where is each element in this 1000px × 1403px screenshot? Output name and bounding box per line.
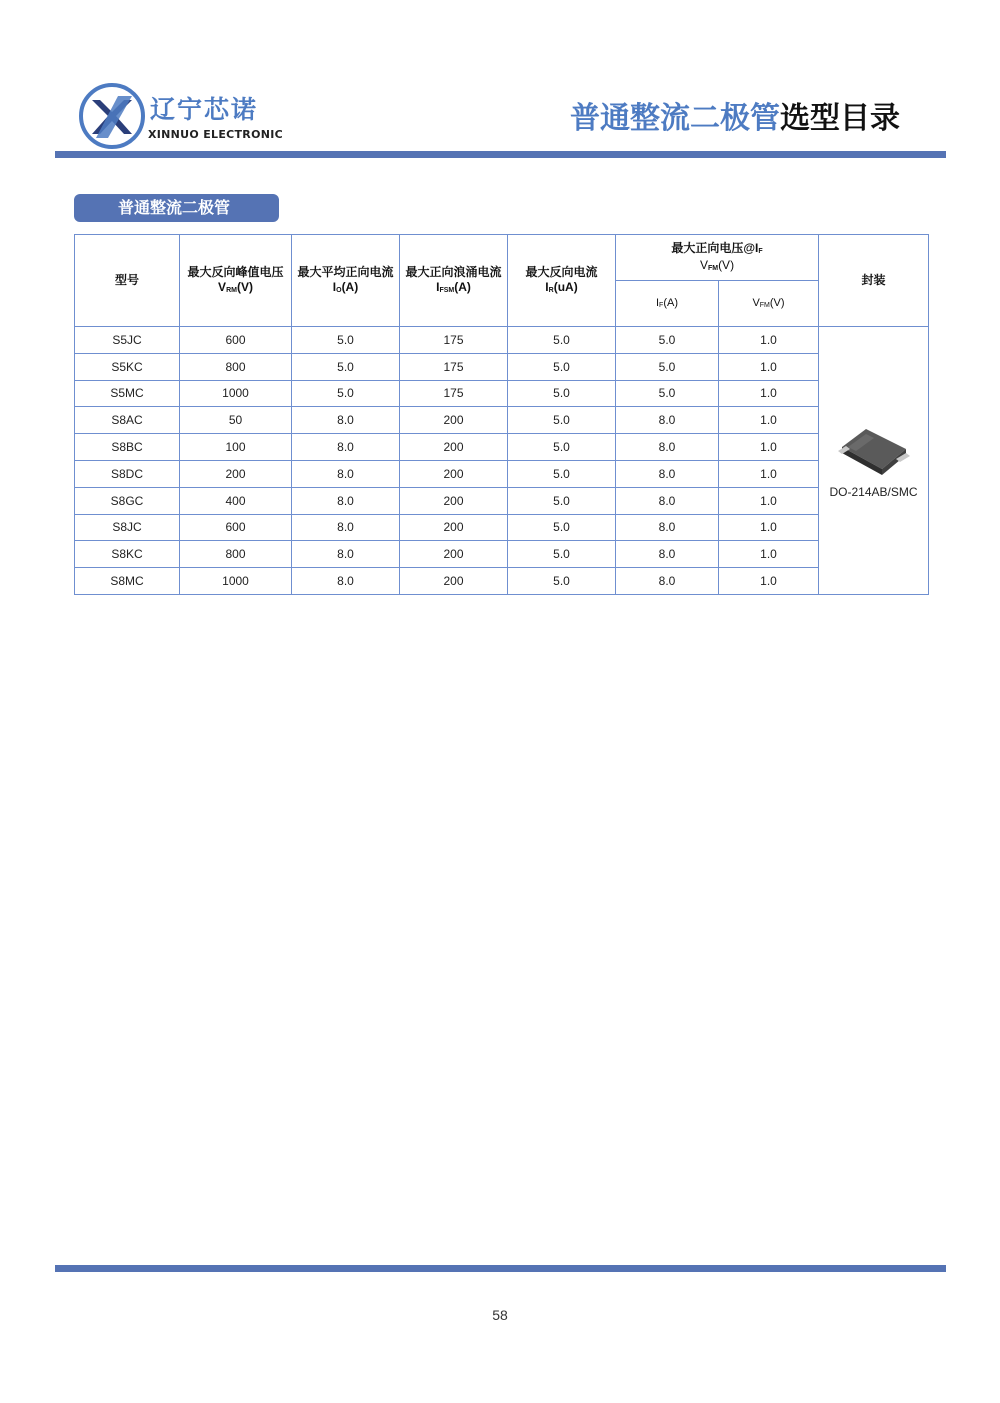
header-io <box>292 235 400 327</box>
cell-io: 8.0 <box>292 434 400 461</box>
cell-if: 5.0 <box>616 380 719 407</box>
header-ir-label: 最大反向电流 <box>525 264 598 279</box>
table-row <box>75 568 929 595</box>
header-vf-sub2: FM <box>707 264 719 272</box>
header-rule <box>55 151 946 158</box>
header-model: 型号 <box>75 235 180 327</box>
header-vfm-unit: (V) <box>769 296 785 309</box>
cell-model: S8MC <box>75 568 180 595</box>
header-vfm <box>719 281 819 327</box>
header-io-unit: (A) <box>341 279 359 294</box>
cell-ifsm: 200 <box>400 434 508 461</box>
cell-vrrm: 200 <box>180 460 292 487</box>
brand-name-en: XINNUO ELECTRONIC <box>148 128 284 141</box>
cell-model: S8AC <box>75 407 180 434</box>
header-package: 封装 <box>819 235 929 327</box>
footer-rule <box>55 1265 946 1272</box>
cell-io: 8.0 <box>292 487 400 514</box>
cell-ir: 5.0 <box>508 514 616 541</box>
page-title-accent: 普通整流二极管 <box>570 101 780 136</box>
cell-vfm: 1.0 <box>719 434 819 461</box>
cell-ifsm: 200 <box>400 514 508 541</box>
cell-vrrm: 600 <box>180 514 292 541</box>
cell-vfm: 1.0 <box>719 327 819 354</box>
header-vf-sub1: F <box>758 247 763 255</box>
table-row <box>75 487 929 514</box>
page-title <box>570 101 900 136</box>
table-row <box>75 460 929 487</box>
cell-ir: 5.0 <box>508 353 616 380</box>
cell-io: 5.0 <box>292 353 400 380</box>
header-vrrm-sub: RM <box>226 286 237 294</box>
cell-if: 8.0 <box>616 434 719 461</box>
header-if-unit: (A) <box>663 296 678 309</box>
cell-ir: 5.0 <box>508 460 616 487</box>
cell-if: 8.0 <box>616 568 719 595</box>
spec-table <box>74 234 929 595</box>
cell-ifsm: 200 <box>400 568 508 595</box>
cell-ir: 5.0 <box>508 327 616 354</box>
cell-vfm: 1.0 <box>719 568 819 595</box>
cell-vrrm: 800 <box>180 353 292 380</box>
cell-vfm: 1.0 <box>719 541 819 568</box>
header-ir-unit: (uA) <box>553 279 578 294</box>
header-vfm-symbol: V <box>752 296 760 309</box>
cell-ifsm: 200 <box>400 407 508 434</box>
cell-ir: 5.0 <box>508 407 616 434</box>
cell-vfm: 1.0 <box>719 460 819 487</box>
header-vrrm-label: 最大反向峰值电压 <box>187 264 284 279</box>
table-row <box>75 327 929 354</box>
cell-ifsm: 175 <box>400 353 508 380</box>
header-ifsm-symbol: I <box>436 279 440 294</box>
header-vf-unit: (V) <box>718 257 735 272</box>
cell-vrrm: 50 <box>180 407 292 434</box>
header-io-symbol: I <box>332 279 337 294</box>
cell-model: S8BC <box>75 434 180 461</box>
header-ifsm-label: 最大正向浪涌电流 <box>405 264 502 279</box>
header-ir <box>508 235 616 327</box>
cell-model: S8KC <box>75 541 180 568</box>
header-vrrm-unit: (V) <box>236 279 253 294</box>
cell-ifsm: 200 <box>400 541 508 568</box>
page-number: 58 <box>492 1307 508 1323</box>
header-ifsm-unit: (A) <box>454 279 471 294</box>
cell-ifsm: 200 <box>400 460 508 487</box>
package-cell <box>819 327 929 595</box>
table-row <box>75 514 929 541</box>
cell-vfm: 1.0 <box>719 380 819 407</box>
table-row <box>75 541 929 568</box>
cell-io: 5.0 <box>292 327 400 354</box>
cell-vfm: 1.0 <box>719 514 819 541</box>
cell-model: S8JC <box>75 514 180 541</box>
cell-if: 5.0 <box>616 353 719 380</box>
page-title-dark: 选型目录 <box>780 101 900 136</box>
header-vfm-sub: FM <box>759 301 770 309</box>
cell-ifsm: 175 <box>400 380 508 407</box>
cell-vrrm: 100 <box>180 434 292 461</box>
cell-if: 8.0 <box>616 514 719 541</box>
cell-vfm: 1.0 <box>719 353 819 380</box>
header-vf-group <box>616 235 819 281</box>
cell-if: 5.0 <box>616 327 719 354</box>
cell-vrrm: 800 <box>180 541 292 568</box>
cell-model: S8GC <box>75 487 180 514</box>
cell-vrrm: 1000 <box>180 380 292 407</box>
cell-vfm: 1.0 <box>719 407 819 434</box>
header-vf-symbol: V <box>699 257 708 272</box>
cell-ifsm: 175 <box>400 327 508 354</box>
header-ir-sub: R <box>548 286 554 294</box>
smc-package-icon <box>836 421 912 479</box>
header-if <box>616 281 719 327</box>
cell-ifsm: 200 <box>400 487 508 514</box>
cell-io: 8.0 <box>292 541 400 568</box>
header-if-symbol: I <box>655 296 660 309</box>
header-ir-symbol: I <box>545 279 549 294</box>
cell-io: 8.0 <box>292 568 400 595</box>
brand-name-cn: 辽宁芯诺 <box>150 95 259 124</box>
header-io-sub: O <box>336 286 342 294</box>
package-label: DO-214AB/SMC <box>829 485 918 500</box>
header-ifsm <box>400 235 508 327</box>
cell-if: 8.0 <box>616 541 719 568</box>
header-vrrm-symbol: V <box>218 279 227 294</box>
table-row <box>75 380 929 407</box>
cell-ir: 5.0 <box>508 568 616 595</box>
cell-io: 8.0 <box>292 460 400 487</box>
cell-ir: 5.0 <box>508 434 616 461</box>
cell-io: 8.0 <box>292 407 400 434</box>
table-row <box>75 434 929 461</box>
cell-ir: 5.0 <box>508 380 616 407</box>
cell-if: 8.0 <box>616 487 719 514</box>
xinnuo-logo-icon <box>78 82 146 150</box>
cell-model: S8DC <box>75 460 180 487</box>
table-row <box>75 407 929 434</box>
cell-model: S5JC <box>75 327 180 354</box>
cell-ir: 5.0 <box>508 487 616 514</box>
cell-io: 5.0 <box>292 380 400 407</box>
header-vf-label: 最大正向电压@I <box>671 240 759 255</box>
header-vrrm <box>180 235 292 327</box>
cell-io: 8.0 <box>292 514 400 541</box>
cell-vfm: 1.0 <box>719 487 819 514</box>
cell-vrrm: 600 <box>180 327 292 354</box>
cell-if: 8.0 <box>616 407 719 434</box>
cell-ir: 5.0 <box>508 541 616 568</box>
header-if-sub: F <box>659 301 664 309</box>
cell-if: 8.0 <box>616 460 719 487</box>
section-tab: 普通整流二极管 <box>74 194 279 222</box>
cell-vrrm: 1000 <box>180 568 292 595</box>
cell-vrrm: 400 <box>180 487 292 514</box>
table-row <box>75 353 929 380</box>
cell-model: S5KC <box>75 353 180 380</box>
header-ifsm-sub: FSM <box>439 286 455 294</box>
header-io-label: 最大平均正向电流 <box>297 264 394 279</box>
cell-model: S5MC <box>75 380 180 407</box>
